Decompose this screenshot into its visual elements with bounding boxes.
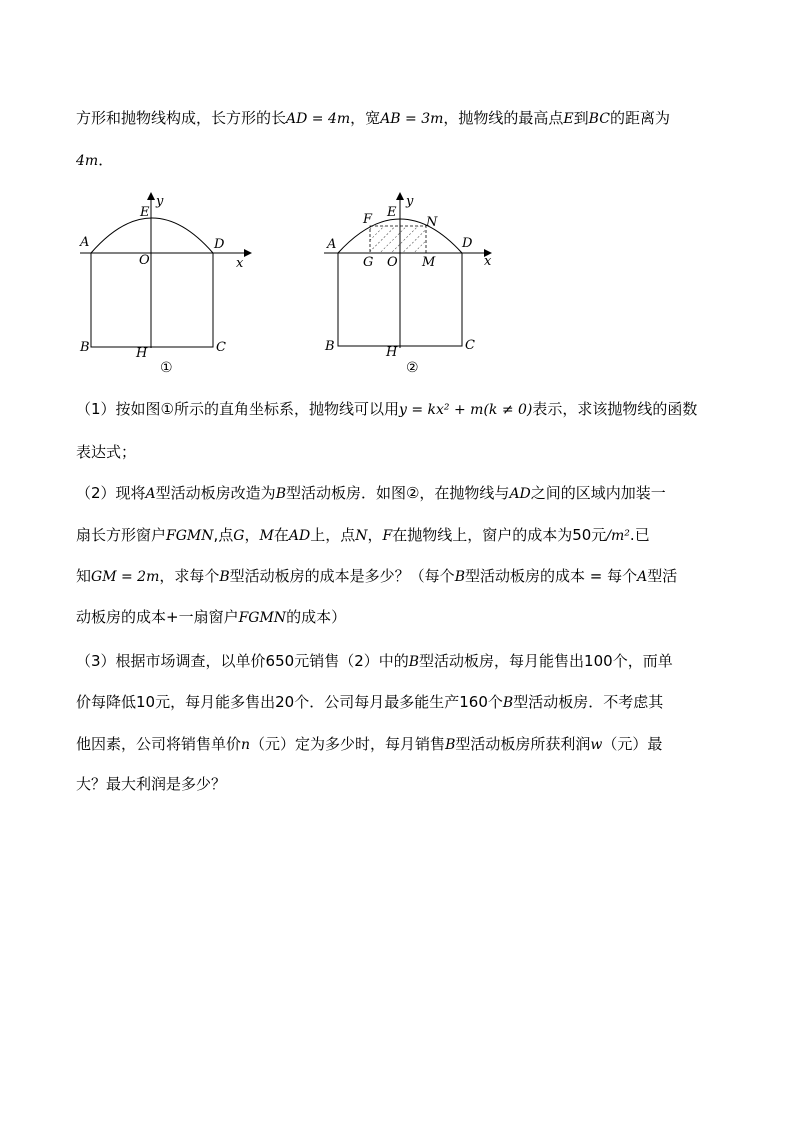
- text: 元，每月能多售出: [155, 693, 276, 711]
- x-axis-arrow: [244, 249, 252, 257]
- math-bc: BC: [588, 111, 610, 127]
- math-b: B: [408, 654, 420, 670]
- text: （元）最: [602, 735, 663, 753]
- math-ad: AD: [288, 528, 311, 544]
- y-axis-arrow: [396, 192, 404, 200]
- text: 之间的区域内加装一: [530, 484, 666, 502]
- text: （3）根据市场调查，以单价: [76, 652, 266, 670]
- text: 扇长方形窗户: [76, 526, 167, 544]
- text: 上，点: [310, 526, 356, 544]
- math-fgmn: FGMN: [166, 528, 214, 544]
- label-h: H: [386, 345, 398, 360]
- label-d: D: [214, 237, 225, 252]
- q1-line-1: [76, 399, 697, 420]
- label-y: y: [406, 194, 414, 209]
- math-n: N: [355, 528, 368, 544]
- q2-line-3: [76, 566, 677, 587]
- q3-line-4: [76, 774, 226, 794]
- window-fgmn: [370, 226, 426, 253]
- q3-line-3: [76, 734, 662, 755]
- label-o: O: [139, 253, 150, 268]
- sold-value: 100: [584, 652, 613, 670]
- label-y: y: [156, 194, 164, 209]
- q2-line-4: [76, 607, 346, 628]
- math-formula: y = kx² + m(k ≠ 0): [399, 402, 533, 418]
- label-b: B: [80, 340, 90, 355]
- math-g: G: [233, 528, 245, 544]
- rectangle-abcd: [91, 253, 213, 347]
- text: 动板房的成本+一扇窗户: [76, 608, 239, 626]
- text: （1）按如图①所示的直角坐标系，抛物线可以用: [76, 400, 399, 418]
- q3-line-2: [76, 692, 663, 713]
- label-c: C: [465, 338, 475, 353]
- label-h: H: [136, 346, 148, 361]
- label-e: E: [140, 205, 150, 220]
- math-b: B: [454, 569, 465, 585]
- text: 个．公司每月最多能生产: [294, 693, 460, 711]
- intro-line-1: [76, 108, 670, 129]
- q1-line-2: [76, 442, 136, 462]
- math-gm: GM = 2m: [91, 569, 160, 585]
- text: 他因素，公司将销售单价: [76, 735, 242, 753]
- q2-line-2: [76, 525, 650, 546]
- math-unit: /m²: [606, 528, 630, 544]
- figure-caption: ②: [406, 360, 419, 376]
- cost-value: 50: [572, 526, 592, 544]
- text: 个: [487, 693, 503, 711]
- label-b: B: [325, 339, 335, 354]
- text: ．: [98, 151, 114, 169]
- math-b: B: [445, 737, 456, 753]
- text: 型活动板房．如图②，在抛物线与: [285, 484, 510, 502]
- drop-value: 10: [136, 693, 156, 711]
- label-n: N: [426, 215, 438, 230]
- parabola: [91, 218, 213, 253]
- y-axis-arrow: [147, 192, 155, 200]
- text: ，宽: [350, 109, 381, 127]
- q3-line-1: [76, 651, 673, 672]
- text: 元销售（2）中的: [294, 652, 409, 670]
- label-a: A: [80, 235, 90, 250]
- text: 大？最大利润是多少？: [76, 775, 227, 793]
- label-d: D: [462, 236, 473, 251]
- figure-2: [320, 188, 500, 378]
- text: 型活动板房的成本 = 每个: [464, 567, 638, 585]
- math-m: M: [259, 528, 274, 544]
- math-ad: AD: [509, 486, 531, 502]
- text: .已: [629, 526, 650, 544]
- more-value: 20: [275, 693, 295, 711]
- text: 表示，求该抛物线的函数: [532, 400, 698, 418]
- math-b: B: [275, 486, 286, 502]
- math-e: E: [563, 111, 574, 127]
- figure-caption: ①: [160, 360, 173, 376]
- math-a: A: [637, 569, 648, 585]
- text: 在抛物线上，窗户的成本为: [392, 526, 573, 544]
- label-g: G: [363, 255, 374, 270]
- text: 到: [573, 109, 589, 127]
- text: ，: [244, 526, 260, 544]
- text: 型活动板房，每月能售出: [419, 652, 585, 670]
- text: ，抛物线的最高点: [443, 109, 564, 127]
- text: 方形和抛物线构成，长方形的长: [76, 109, 287, 127]
- figure-1: [76, 188, 256, 378]
- text: 在: [273, 526, 289, 544]
- label-e: E: [387, 205, 397, 220]
- text: 型活动板房．不考虑其: [513, 693, 664, 711]
- label-f: F: [363, 212, 373, 227]
- math-f: F: [382, 528, 393, 544]
- label-a: A: [327, 237, 337, 252]
- text: 元: [591, 526, 607, 544]
- text: 的成本）: [286, 608, 347, 626]
- math-a: A: [145, 486, 156, 502]
- text: ，求每个: [159, 567, 220, 585]
- q2-line-1: [76, 483, 666, 504]
- text: 型活动板房的成本是多少？（每个: [229, 567, 455, 585]
- text: 价每降低: [76, 693, 137, 711]
- label-x: x: [484, 254, 492, 269]
- text: （2）现将: [76, 484, 146, 502]
- math-w: w: [590, 737, 603, 753]
- text: 个，而单: [612, 652, 673, 670]
- text: 型活: [647, 567, 678, 585]
- text: 表达式；: [76, 443, 137, 461]
- label-o: O: [387, 255, 398, 270]
- math-ad: AD = 4m: [286, 111, 351, 127]
- max-value: 160: [459, 693, 488, 711]
- label-c: C: [216, 340, 226, 355]
- math-dist: 4m: [76, 153, 99, 169]
- text: 知: [76, 567, 92, 585]
- text: （元）定为多少时，每月销售: [250, 735, 446, 753]
- math-n: n: [241, 737, 251, 753]
- label-x: x: [236, 256, 244, 271]
- intro-line-2: [76, 150, 113, 171]
- text: ,点: [213, 526, 234, 544]
- price-value: 650: [265, 652, 295, 670]
- label-m: M: [422, 255, 436, 270]
- text: 的距离为: [609, 109, 670, 127]
- text: 型活动板房所获利润: [455, 735, 591, 753]
- text: 型活动板房改造为: [155, 484, 276, 502]
- math-b: B: [219, 569, 230, 585]
- math-ab: AB = 3m: [380, 111, 444, 127]
- text: ，: [367, 526, 383, 544]
- math-b: B: [502, 695, 514, 711]
- math-fgmn: FGMN: [238, 610, 287, 626]
